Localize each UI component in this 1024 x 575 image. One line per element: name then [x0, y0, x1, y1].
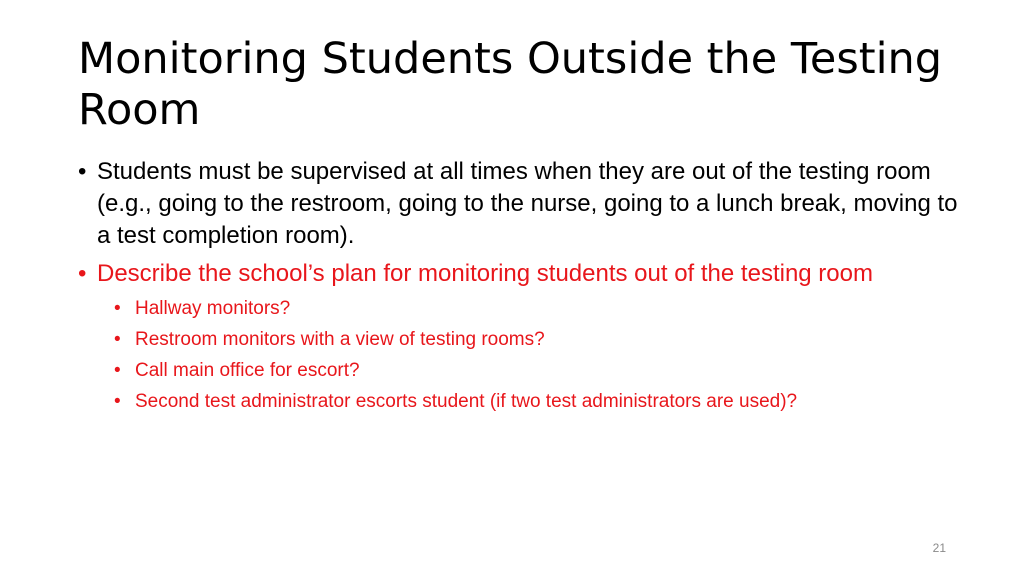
sub-bullet-hallway — [78, 296, 968, 322]
bullet-text: Describe the school’s plan for monitoring students out of the testing room — [97, 260, 873, 287]
sub-bullet-dot: • — [114, 391, 121, 412]
sub-bullet-text: Second test administrator escorts student (if two test administrators are used)? — [135, 391, 798, 412]
sub-bullet-dot: • — [114, 298, 121, 319]
sub-bullet-second-administrator — [78, 389, 968, 415]
sub-bullet-text: Restroom monitors with a view of testing rooms? — [135, 329, 545, 350]
bullet-supervision — [78, 156, 968, 252]
bullet-plan — [78, 258, 968, 290]
sub-bullet-restroom — [78, 327, 968, 353]
slide-content — [78, 156, 968, 420]
sub-bullet-dot: • — [114, 329, 121, 350]
sub-bullet-text: Hallway monitors? — [135, 298, 291, 319]
bullet-text: Students must be supervised at all times when they are out of the testing room (e.g., going to the restroom, going to the nurse, going to a lunch break, moving to a test completion room). — [97, 158, 958, 249]
sub-bullet-main-office — [78, 358, 968, 384]
bullet-dot: • — [78, 158, 87, 185]
slide-number: 21 — [932, 541, 946, 555]
sub-bullet-dot: • — [114, 360, 121, 381]
sub-bullet-text: Call main office for escort? — [135, 360, 360, 381]
slide-title: Monitoring Students Outside the Testing Room — [78, 34, 943, 135]
bullet-dot: • — [78, 260, 87, 287]
